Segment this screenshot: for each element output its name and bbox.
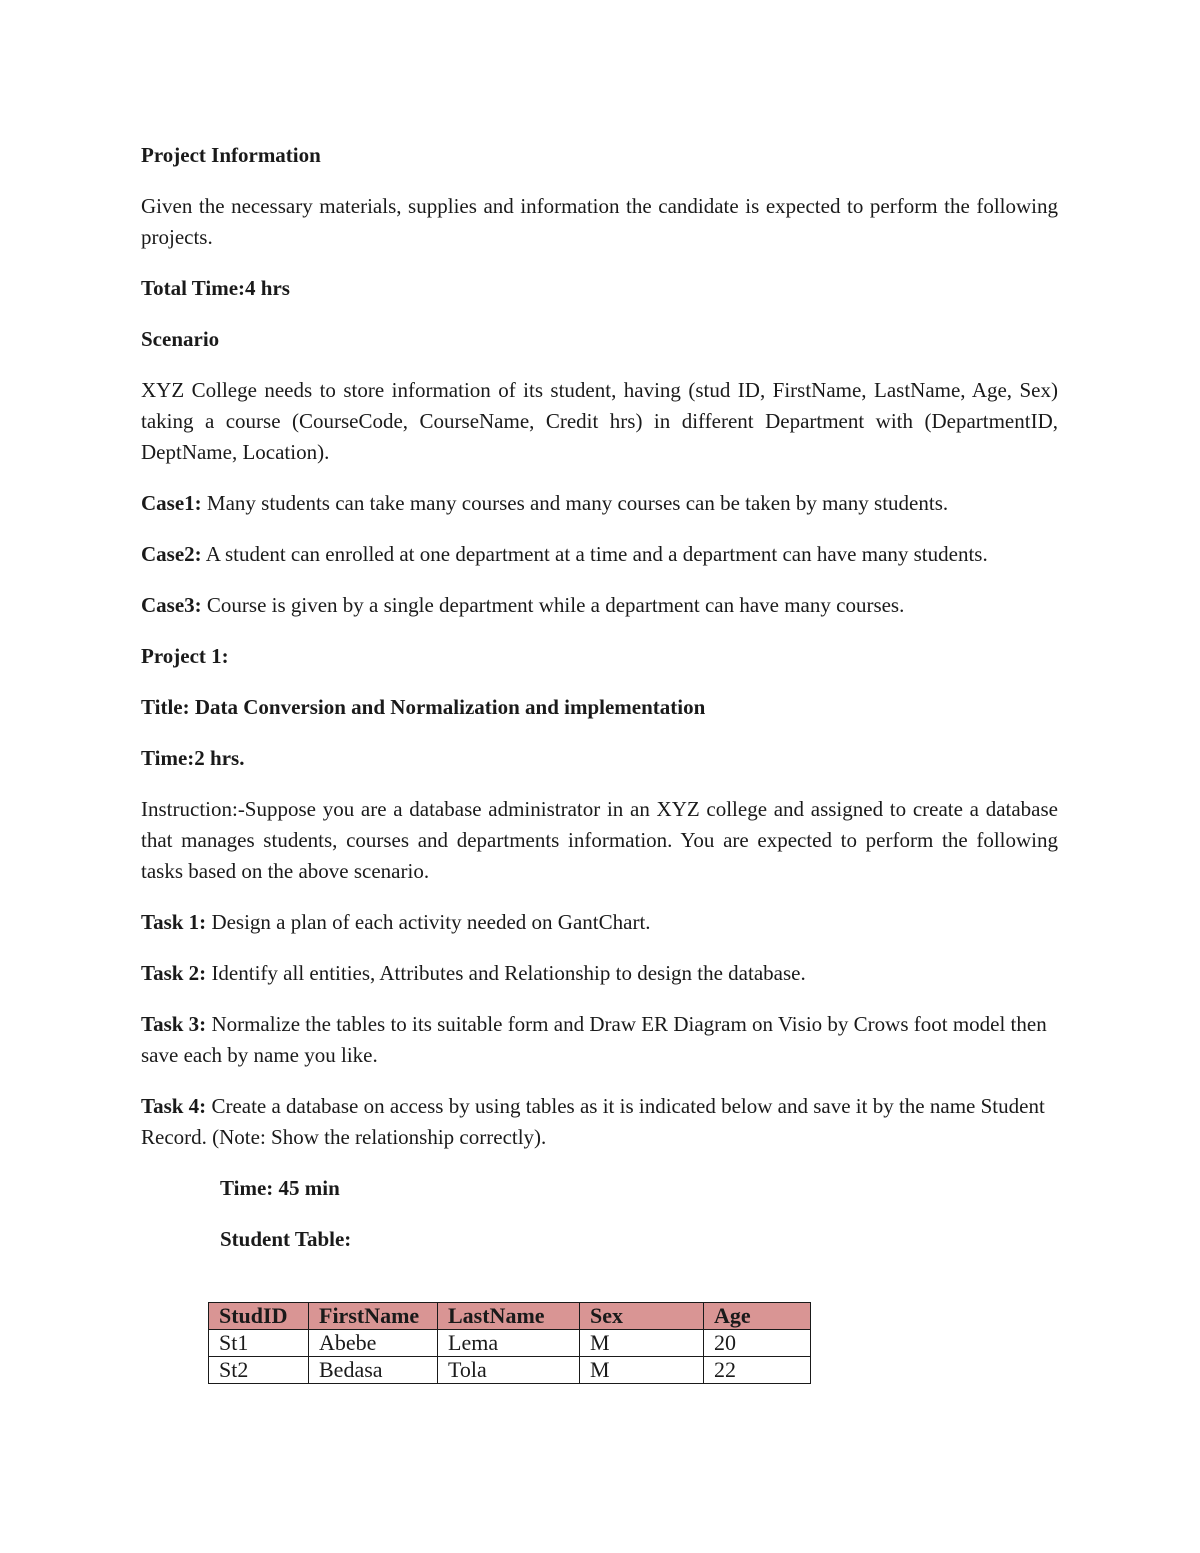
table-cell: 22 [704,1357,811,1384]
case-1 [141,488,1058,519]
case-1-label: Case1: [141,491,202,515]
table-cell: St2 [209,1357,309,1384]
header-firstname: FirstName [309,1303,438,1330]
case-1-text: Many students can take many courses and many courses can be taken by many students. [201,491,949,515]
task-1-text: Design a plan of each activity needed on GantChart. [206,910,651,934]
task-4-time: Time: 45 min [220,1176,340,1200]
student-table-title: Student Table: [220,1227,352,1251]
table-cell: M [580,1330,704,1357]
task-1-label: Task 1: [141,910,207,934]
header-age: Age [704,1303,811,1330]
scenario-heading: Scenario [141,327,220,351]
table-row [209,1330,811,1357]
document-body [141,140,1058,1275]
scenario-paragraph: XYZ College needs to store information of its student, having (stud ID, FirstName, LastName, Age, Sex) taking a course (CourseCode, CourseName, Credit hrs) in different Department with (DepartmentID, DeptName, Location). [141,378,1058,464]
table-cell: Bedasa [309,1357,438,1384]
project-1-heading: Project 1: [141,644,229,668]
case-3-text: Course is given by a single department while a department can have many courses. [201,593,905,617]
project-information-heading: Project Information [141,143,321,167]
table-cell: St1 [209,1330,309,1357]
case-3 [141,590,1058,621]
header-lastname: LastName [438,1303,580,1330]
case-2-text: A student can enrolled at one department at a time and a department can have many students. [201,542,988,566]
task-2-text: Identify all entities, Attributes and Relationship to design the database. [206,961,806,985]
table-cell: Abebe [309,1330,438,1357]
task-4-label: Task 4: [141,1094,207,1118]
table-cell: Lema [438,1330,580,1357]
table-row [209,1357,811,1384]
project-title: Title: Data Conversion and Normalization and implementation [141,695,706,719]
table-header-row [209,1303,811,1330]
header-sex: Sex [580,1303,704,1330]
task-1 [141,907,1058,938]
intro-paragraph: Given the necessary materials, supplies and information the candidate is expected to perform the following projects. [141,194,1058,249]
header-studid: StudID [209,1303,309,1330]
task-4 [141,1091,1058,1153]
case-3-label: Case3: [141,593,202,617]
table-cell: 20 [704,1330,811,1357]
task-3 [141,1009,1058,1071]
task-2 [141,958,1058,989]
case-2 [141,539,1058,570]
student-table [208,1302,811,1384]
table-cell: M [580,1357,704,1384]
case-2-label: Case2: [141,542,202,566]
project-time: Time:2 hrs. [141,746,245,770]
table-cell: Tola [438,1357,580,1384]
task-2-label: Task 2: [141,961,207,985]
instruction-paragraph: Instruction:-Suppose you are a database administrator in an XYZ college and assigned to create a database that manages students, courses and departments information. You are expected to perform the following tasks based on the above scenario. [141,797,1058,883]
task-3-text: Normalize the tables to its suitable form and Draw ER Diagram on Visio by Crows foot model then save each by name you like. [141,1012,1047,1067]
task-3-label: Task 3: [141,1012,207,1036]
total-time: Total Time:4 hrs [141,276,290,300]
task-4-text: Create a database on access by using tables as it is indicated below and save it by the name Student Record. (Note: Show the relationship correctly). [141,1094,1045,1149]
